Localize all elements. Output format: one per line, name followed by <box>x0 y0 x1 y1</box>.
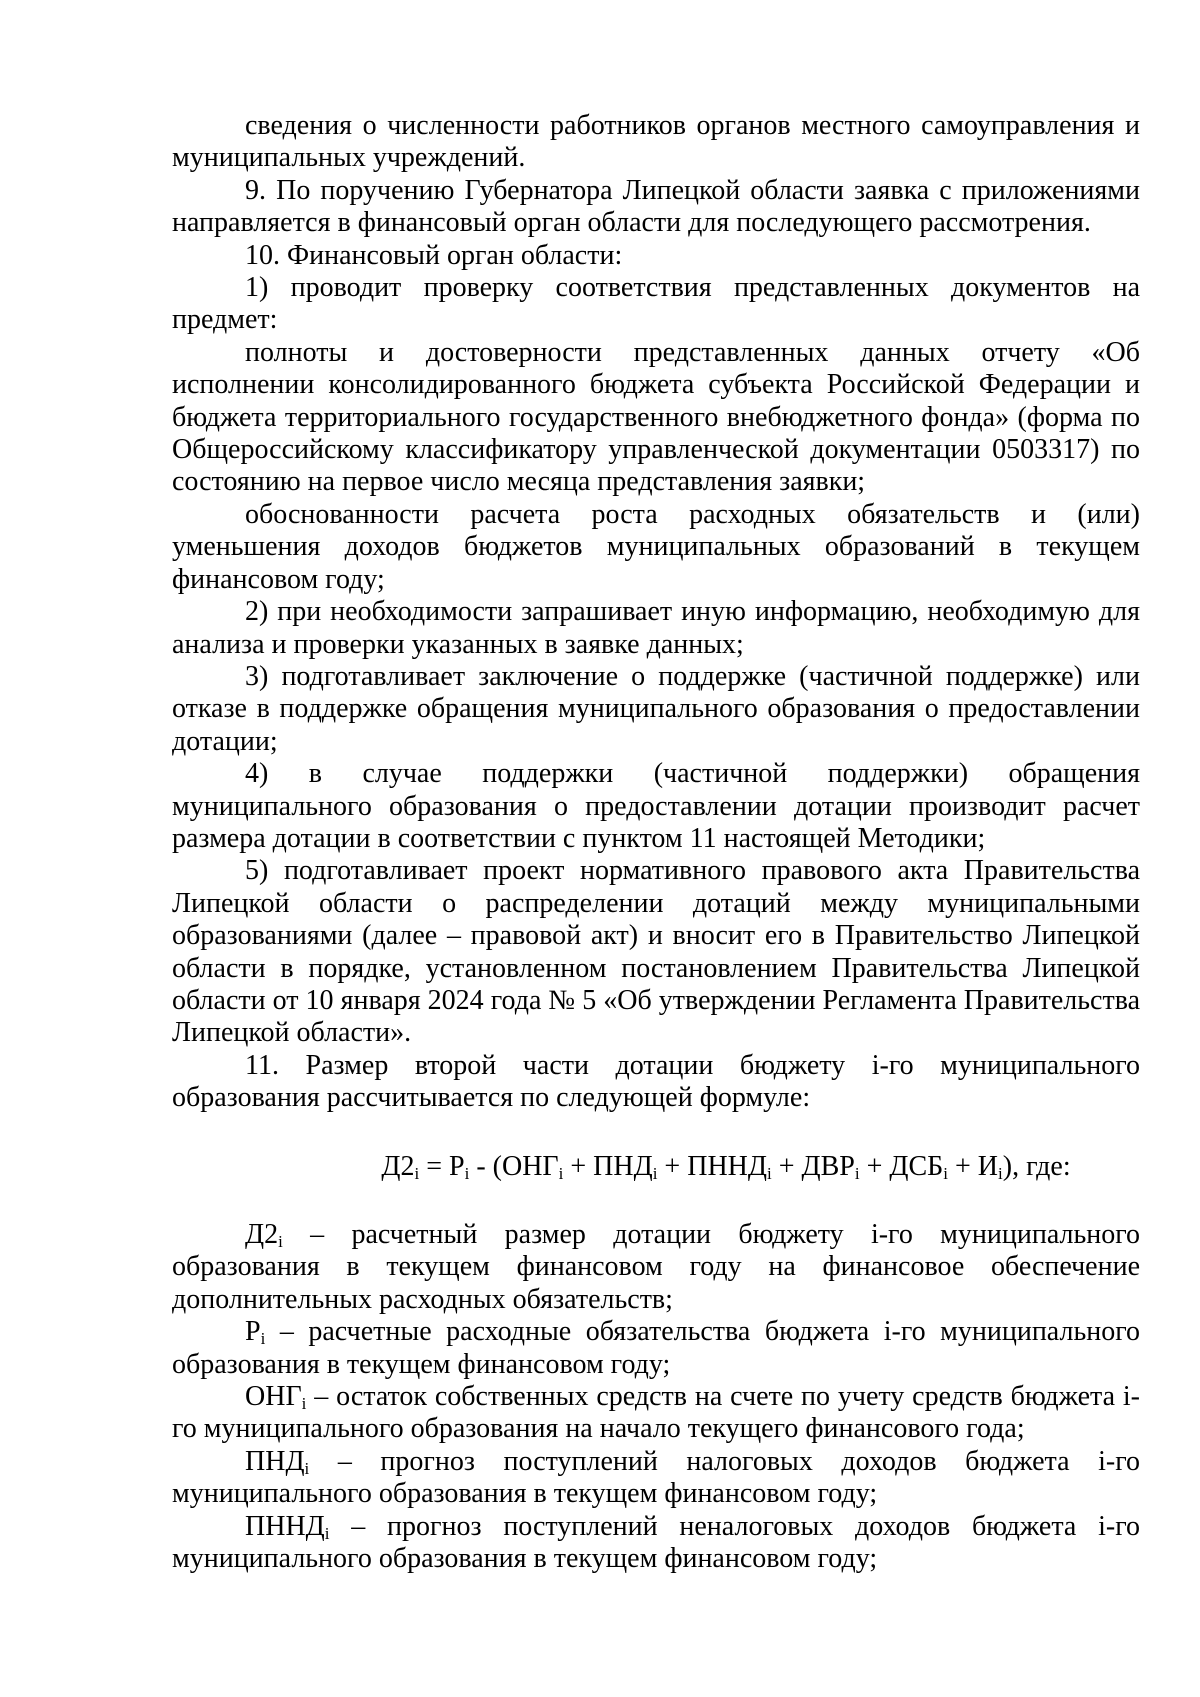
paragraph-subitem-5: 5) подготавливает проект нормативного правового акта Правительства Липецкой области о распределении дотаций между муниципальными образованиями (далее – правовой акт) и вносит его в Правительство Липецкой области в порядке, установленном постановлением Правительства Липецкой области от 10 января 2024 года № 5 «Об утверждении Регламента Правительства Липецкой области». <box>172 855 1140 1049</box>
formula-minus-open: - ( <box>469 1150 502 1182</box>
paragraph-item-9: 9. По поручению Губернатора Липецкой области заявка с приложениями направляется в финансовый орган области для последующего рассмотрения. <box>172 174 1140 239</box>
document-body <box>172 110 1140 1575</box>
paragraph-item-11: 11. Размер второй части дотации бюджету i-го муниципального образования рассчитывается по следующей формуле: <box>172 1049 1140 1114</box>
definition-sub: i <box>304 1458 310 1478</box>
formula-plus: + <box>859 1150 890 1182</box>
formula-sub: i <box>652 1163 658 1183</box>
formula-pnd: ПНД <box>593 1150 653 1182</box>
definition-d2 <box>172 1219 1140 1316</box>
formula-sub: i <box>943 1163 948 1183</box>
formula-sub: i <box>998 1163 1003 1183</box>
formula-sub: i <box>464 1163 470 1183</box>
formula-close: ), где: <box>1002 1150 1071 1182</box>
definition-symbol: ОНГ <box>245 1381 302 1413</box>
paragraph-item-10: 10. Финансовый орган области: <box>245 239 623 271</box>
paragraph-subitem-3: 3) подготавливает заключение о поддержке (частичной поддержке) или отказе в поддержке обращения муниципального образования о предоставлении дотации; <box>172 660 1140 757</box>
definition-sub: i <box>278 1232 283 1251</box>
formula-sub: i <box>766 1163 772 1183</box>
definition-pnnd <box>172 1511 1140 1576</box>
paragraph-justification: обоснованности расчета роста расходных обязательств и (или) уменьшения доходов бюджетов муниципальных образований в текущем финансовом году; <box>172 498 1140 595</box>
formula-i-term: И <box>977 1150 999 1182</box>
formula-r: Р <box>449 1150 465 1182</box>
paragraph-subitem-1: 1) проводит проверку соответствия представленных документов на предмет: <box>172 272 1140 336</box>
definition-symbol: Р <box>245 1316 261 1348</box>
formula-dsb: ДСБ <box>889 1150 944 1182</box>
paragraph-subitem-2: 2) при необходимости запрашивает иную информацию, необходимую для анализа и проверки указанных в заявке данных; <box>172 596 1140 660</box>
formula <box>172 1151 1140 1183</box>
definition-text: – прогноз поступлений налоговых доходов бюджета i-го муниципального образования в текущем финансовом году; <box>172 1445 1140 1510</box>
definition-text: – расчетный размер дотации бюджету i-го муниципального образования в текущем финансовом году на финансовое обеспечение дополнительных расходных обязательств; <box>172 1219 1140 1315</box>
formula-equals: = <box>419 1150 449 1182</box>
formula-sub: i <box>558 1163 564 1183</box>
definition-symbol: ПНД <box>245 1445 305 1477</box>
formula-dvr: ДВР <box>801 1150 855 1182</box>
definition-sub: i <box>324 1523 330 1543</box>
formula-plus: + <box>771 1150 802 1182</box>
formula-plus: + <box>948 1150 978 1182</box>
definition-sub: i <box>301 1394 307 1414</box>
definition-symbol: ПННД <box>245 1510 325 1542</box>
definition-pnd <box>172 1446 1140 1511</box>
definition-sub: i <box>260 1329 266 1349</box>
definition-r <box>172 1316 1140 1381</box>
formula-lhs: Д2 <box>381 1150 415 1182</box>
formula-ong: ОНГ <box>501 1150 559 1182</box>
formula-pnnd: ПННД <box>687 1150 767 1182</box>
formula-plus: + <box>563 1150 594 1182</box>
definition-symbol: Д2 <box>245 1219 279 1250</box>
paragraph-subitem-4: 4) в случае поддержки (частичной поддержки) обращения муниципального образования о предоставлении дотации производит расчет размера дотации в соответствии с пунктом 11 настоящей Методики; <box>172 758 1140 854</box>
paragraph-completeness: полноты и достоверности представленных данных отчету «Об исполнении консолидированного бюджета субъекта Российской Федерации и бюджета территориального государственного внебюджетного фонда» (форма по Общероссийскому классификатору управленческой документации 0503317) по состоянию на первое число месяца представления заявки; <box>172 336 1140 498</box>
definition-ong <box>172 1381 1140 1446</box>
definition-text: – остаток собственных средств на счете по учету средств бюджета i-го муниципального образования на начало текущего финансового года; <box>172 1381 1140 1445</box>
formula-sub: i <box>854 1163 860 1183</box>
paragraph-employee-info: сведения о численности работников органов местного самоуправления и муниципальных учреждений. <box>172 110 1140 174</box>
formula-sub: i <box>414 1163 420 1183</box>
formula-plus: + <box>657 1150 688 1182</box>
definition-text: – прогноз поступлений неналоговых доходов бюджета i-го муниципального образования в текущем финансовом году; <box>172 1510 1140 1575</box>
definition-text: – расчетные расходные обязательства бюджета i-го муниципального образования в текущем финансовом году; <box>172 1316 1140 1380</box>
